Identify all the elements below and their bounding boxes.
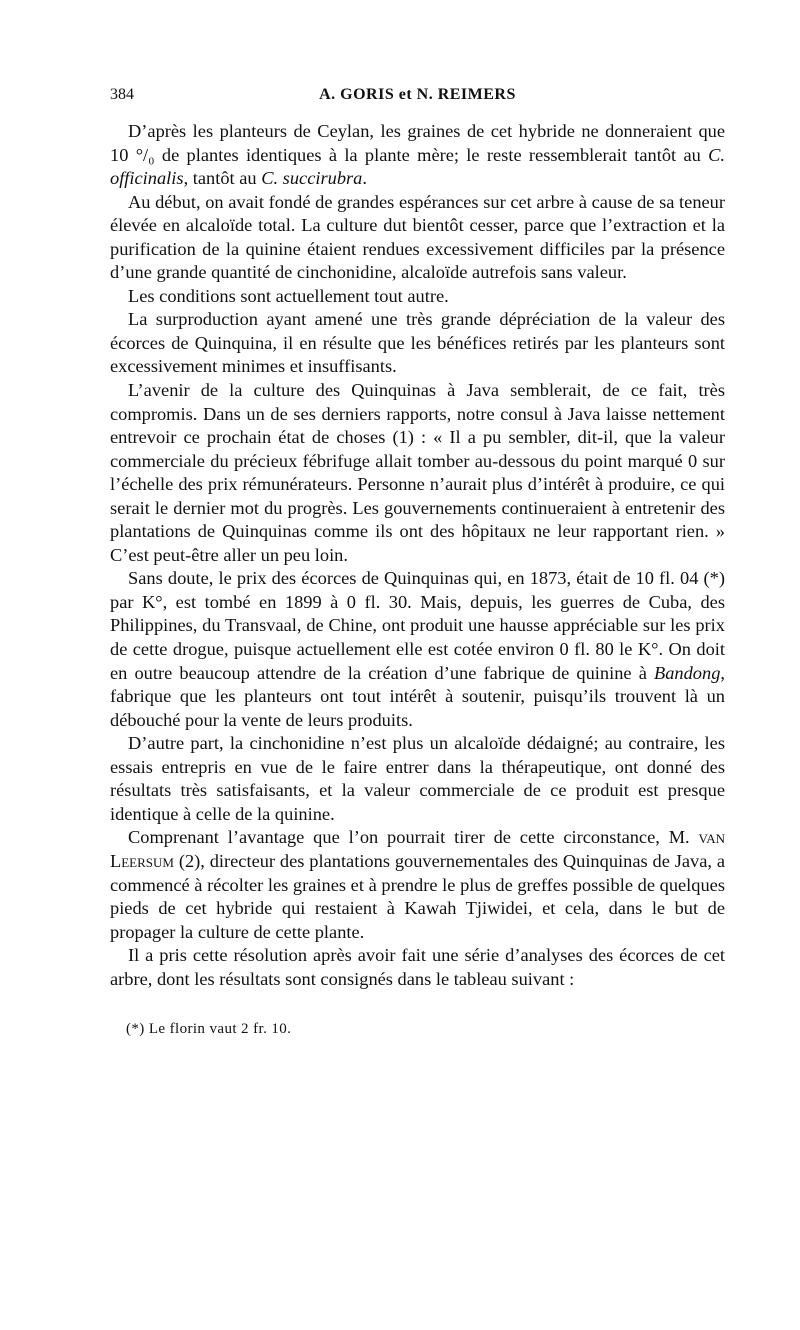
text-run: La surproduction ayant amené une très grande dépréciation de la valeur des écorces de Quinquina, il en résulte que les bénéfices retirés par les planteurs sont excessivement minimes et insuffisants. [110, 309, 725, 377]
paragraph [110, 826, 725, 944]
place-name: Bandong [653, 662, 721, 683]
species-name: C. officinalis [110, 144, 725, 189]
paragraph [110, 379, 725, 567]
page-header [110, 84, 725, 112]
text-run: L’avenir de la culture des Quinquinas à Java semblerait, de ce fait, très compromis. Dans un de ses derniers rapports, notre consul à Java laisse nettement entrevoir ce prochain état de choses (1) : « Il a pu sembler, dit-il, que la valeur commerciale du précieux fébrifuge allait tomber au-dessous du point marqué 0 sur l’échelle des prix rémunérateurs. Personne n’aurait plus d’intérêt à produire, ce qui serait le dernier mot du progrès. Les gouvernements continueraient à entretenir des plantations de Quinquinas comme ils ont des hôpitaux ne leur rapportant rien. » C’est peut-être aller un peu loin. [110, 380, 725, 565]
text-run: Les conditions sont actuellement tout autre. [128, 285, 449, 306]
text-run: , fabrique que les planteurs ont tout intérêt à soutenir, puisqu’ils trouvent là un débouché pour la vente de leurs produits. [110, 662, 725, 730]
text-run: D’autre part, la cinchonidine n’est plus un alcaloïde dédaigné; au contraire, les essais entrepris en vue de le faire entrer dans la thérapeutique, ont donné des résultats très satisfaisants, et la valeur commerciale de ce produit est presque identique à celle de la quinine. [110, 733, 725, 824]
paragraph [110, 308, 725, 379]
page-number: 384 [110, 86, 134, 103]
person-name: van Leersum [110, 827, 725, 871]
paragraph [110, 567, 725, 732]
text-run: Il a pris cette résolution après avoir fait une série d’analyses des écorces de cet arbre, dont les résultats sont consignés dans le tableau suivant : [110, 945, 725, 989]
text-run: . [362, 168, 367, 189]
body-text [110, 120, 725, 991]
paragraph [110, 944, 725, 991]
text-run: Au début, on avait fondé de grandes espérances sur cet arbre à cause de sa teneur élevée en alcaloïde total. La culture dut bientôt cesser, parce que l’extraction et la purification de la quinine étaient rendues excessivement difficiles par la présence d’une grande quantité de cinchonidine, alcaloïde autrefois sans valeur. [110, 191, 725, 283]
text-run: D’après les planteurs de Ceylan, les graines de cet hybride ne donneraient que 10 °/₀ de plantes identiques à la plante mère; le reste ressemblerait tantôt au [110, 121, 725, 165]
running-head: A. GORIS et N. REIMERS [319, 86, 516, 103]
paragraph [110, 732, 725, 826]
paragraph [110, 191, 725, 285]
footnote: (*) Le florin vaut 2 fr. 10. [126, 1021, 292, 1038]
species-name: C. succirubra [261, 168, 363, 189]
text-run: Sans doute, le prix des écorces de Quinquinas qui, en 1873, était de 10 fl. 04 (*) par K°, est tombé en 1899 à 0 fl. 30. Mais, depuis, les guerres de Cuba, des Philippines, du Transvaal, de Chine, ont produit une hausse appréciable sur les prix de cette drogue, puisque actuellement elle est cotée environ 0 fl. 80 le K°. On doit en outre beaucoup attendre de la création d’une fabrique de quinine à [110, 568, 725, 683]
paragraph [110, 285, 725, 309]
text-run: , tantôt au [183, 168, 262, 189]
text-run: Comprenant l’avantage que l’on pourrait tirer de cette circonstance, M. [128, 827, 699, 848]
document-page [110, 84, 725, 1038]
text-run: (2), directeur des plantations gouvernementales des Quinquinas de Java, a commencé à récolter les graines et à prendre le plus de greffes possible de quelques pieds de cet hybride qui restaient à Kawah Tjiwidei, et cela, dans le but de propager la culture de cette plante. [110, 850, 725, 942]
paragraph [110, 120, 725, 191]
